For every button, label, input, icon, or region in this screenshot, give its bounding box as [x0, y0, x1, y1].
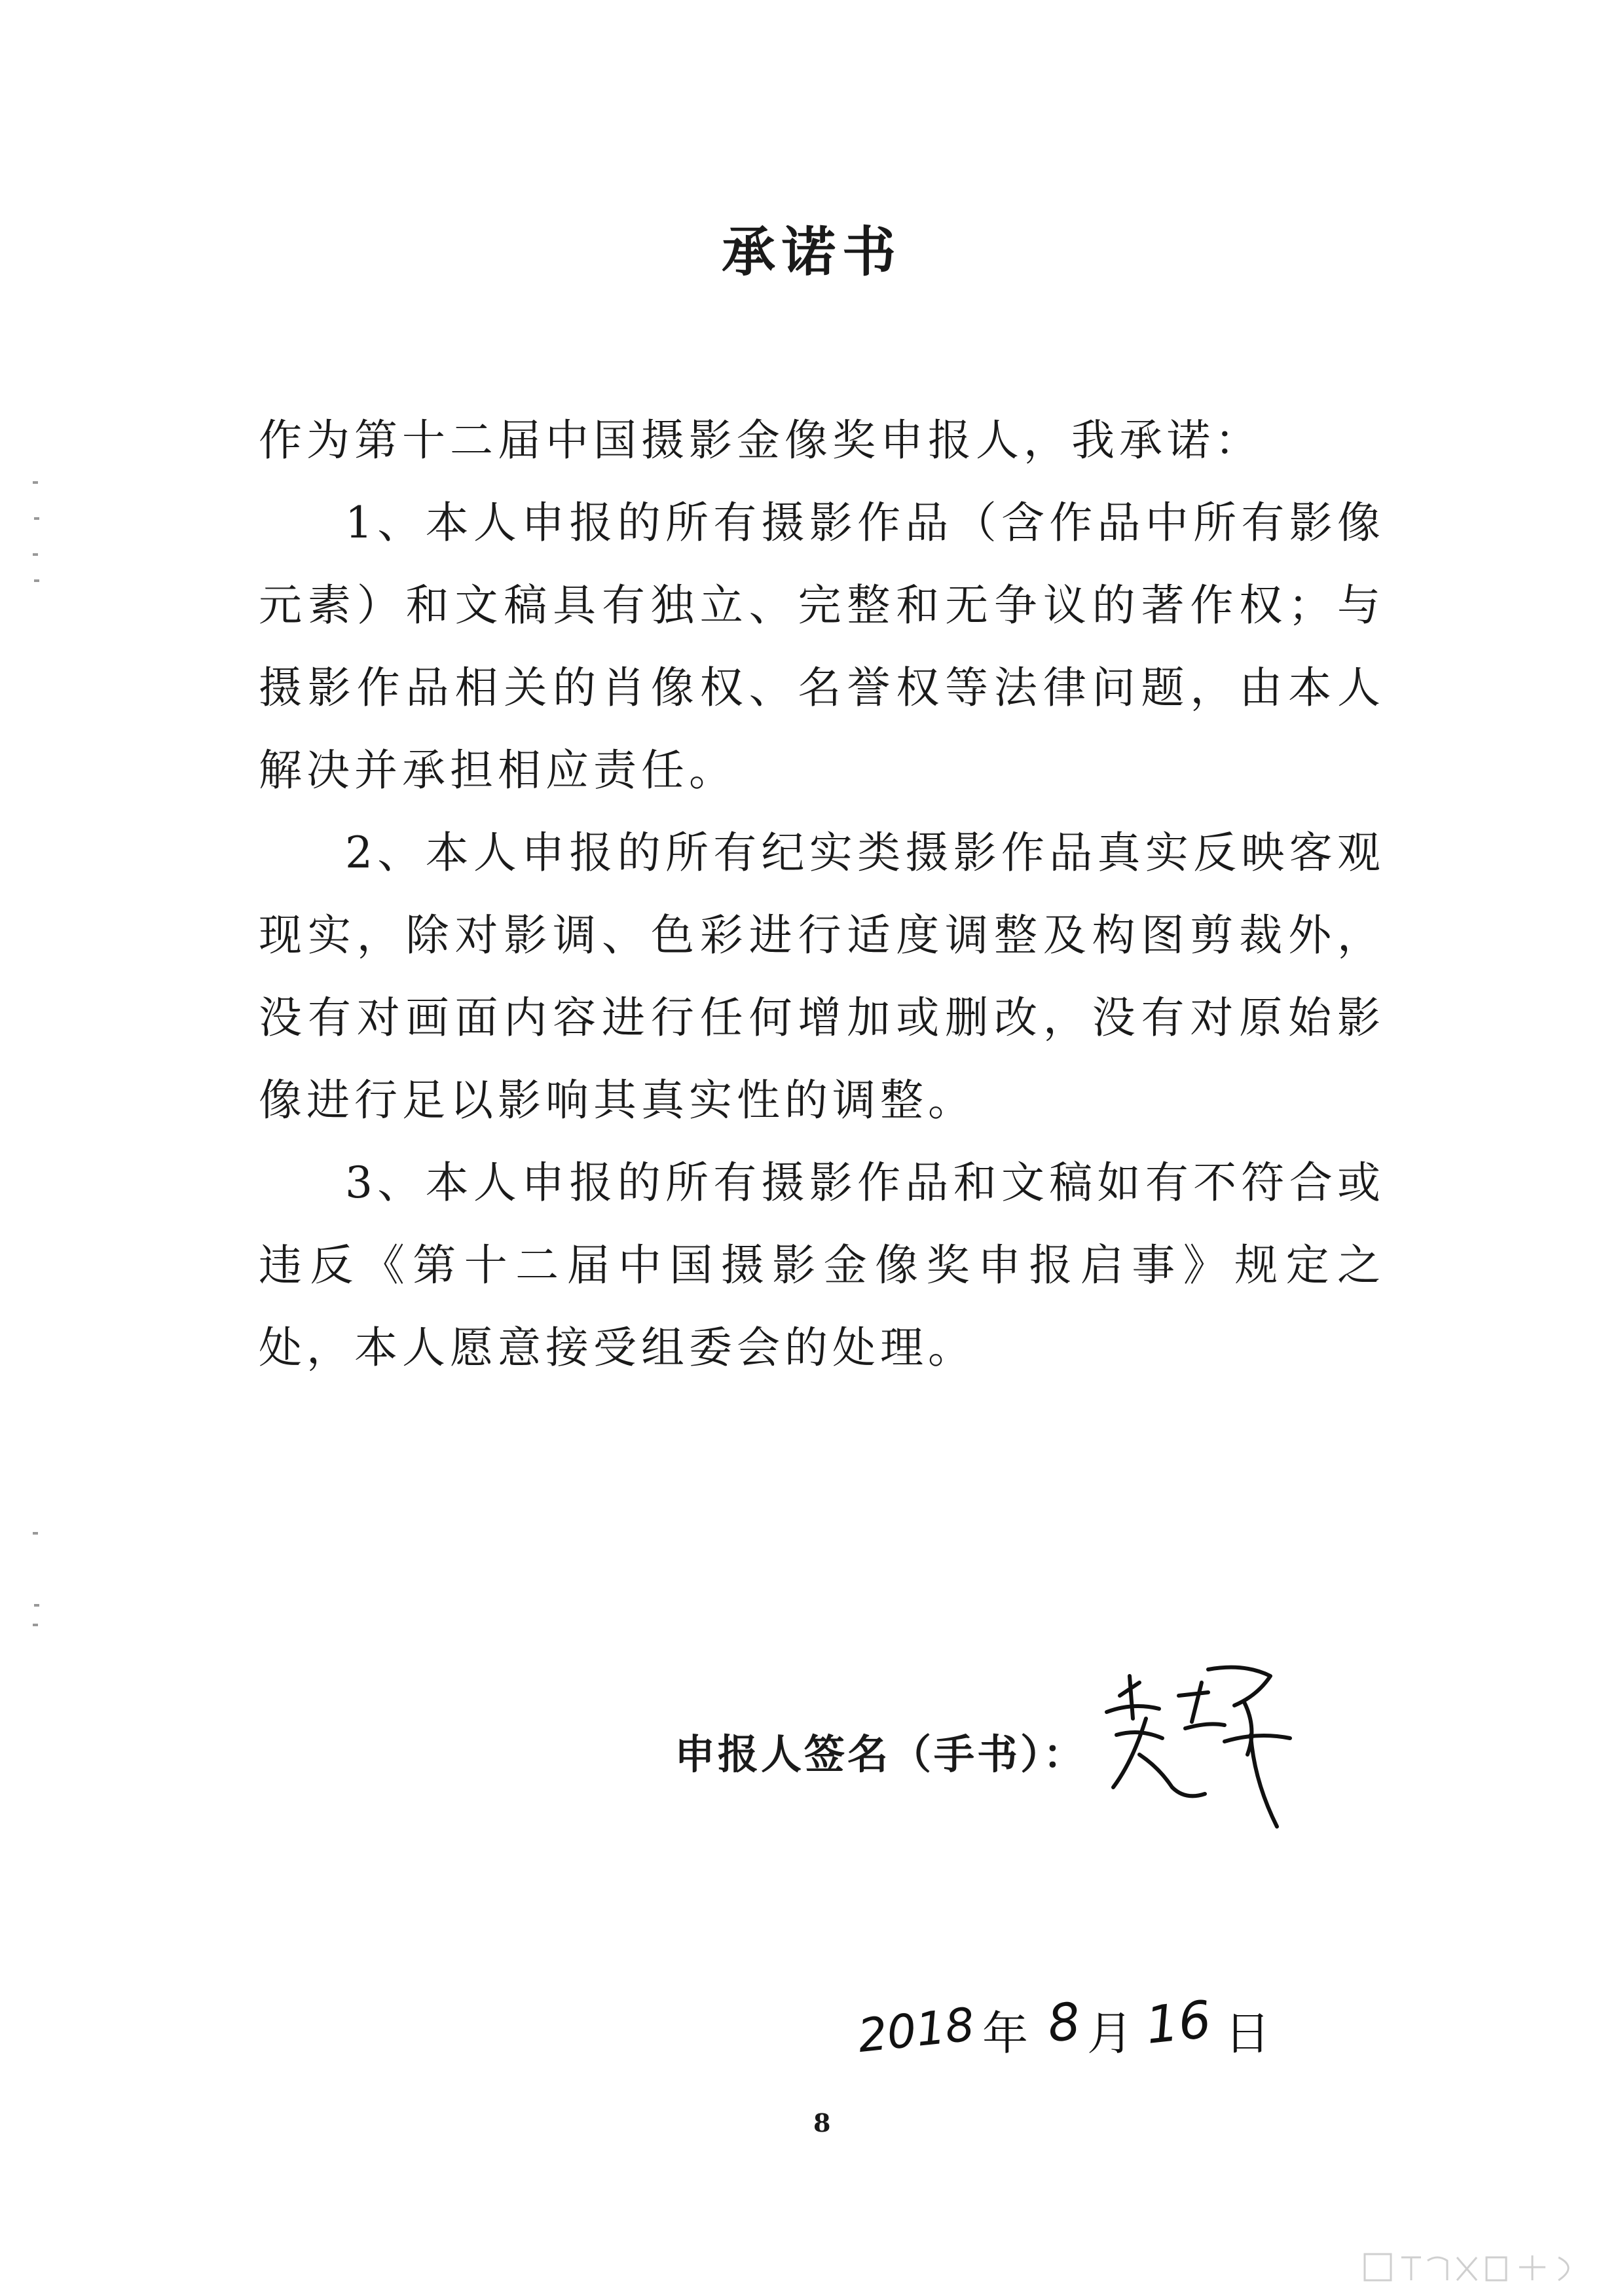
signature-block — [674, 1702, 1526, 1872]
date-month: 8 — [1044, 1992, 1084, 2054]
scan-mark — [33, 481, 38, 484]
scan-mark — [34, 517, 39, 520]
clause-3: 3、本人申报的所有摄影作品和文稿如有不符合或违反《第十二届中国摄影金像奖申报启事》规定之处，本人愿意接受组委会的处理。 — [259, 1157, 1385, 1373]
scan-mark — [34, 1604, 39, 1607]
signature-label: 申报人签名（手书）： — [674, 1730, 1087, 1778]
date-day: 16 — [1143, 1990, 1214, 2056]
commitment-body — [259, 399, 1385, 1389]
scan-mark — [34, 579, 39, 582]
scan-mark — [33, 553, 38, 556]
clause-2: 2、本人申报的所有纪实类摄影作品真实反映客观现实，除对影调、色彩进行适度调整及构图剪裁外，没有对画面内容进行任何增加或删改，没有对原始影像进行足以影响其真实性的调整。 — [259, 828, 1385, 1125]
handwritten-signature-icon — [1094, 1656, 1303, 1833]
date-year-suffix: 年 — [982, 2007, 1028, 2060]
intro-paragraph: 作为第十二届中国摄影金像奖申报人，我承诺： — [259, 415, 1263, 465]
date-year: 2018 — [855, 1997, 977, 2064]
date-day-suffix: 日 — [1225, 2007, 1270, 2060]
watermark-logo-icon — [1362, 2248, 1598, 2287]
signing-date — [855, 1977, 1316, 2075]
clause-1: 1、本人申报的所有摄影作品（含作品中所有影像元素）和文稿具有独立、完整和无争议的著作权；与摄影作品相关的肖像权、名誉权等法律问题，由本人解决并承担相应责任。 — [259, 498, 1385, 795]
scan-mark — [33, 1532, 38, 1535]
scan-mark — [33, 1624, 38, 1626]
date-month-suffix: 月 — [1087, 2007, 1133, 2060]
page-title: 承诺书 — [721, 221, 902, 283]
page-number: 8 — [813, 2108, 831, 2138]
